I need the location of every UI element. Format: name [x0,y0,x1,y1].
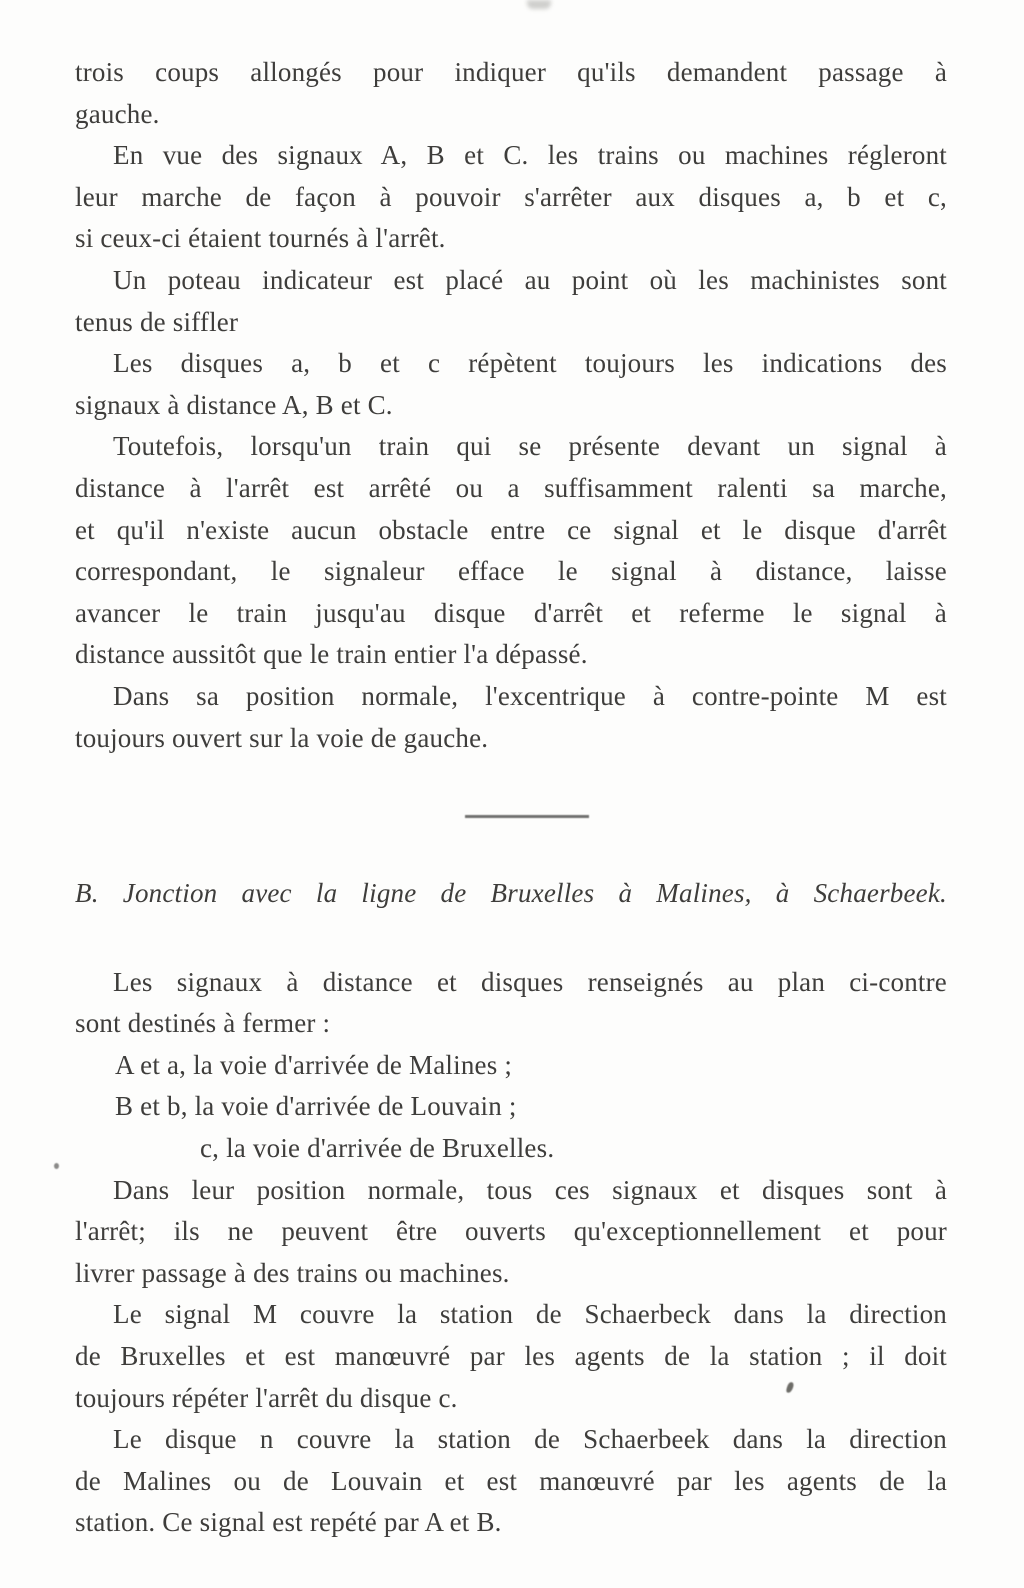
list-item-line: c, la voie d'arrivée de Bruxelles. [200,1133,555,1164]
paragraph [75,676,947,759]
scan-speck-left-icon [54,1163,59,1169]
text-line: distance à l'arrêt est arrêté ou a suffisamment ralenti sa marche, [75,472,947,503]
text-line: gauche. [75,98,160,129]
paragraph [75,52,947,135]
paragraph [75,962,947,1045]
text-line: leur marche de façon à pouvoir s'arrêter aux disques a, b et c, [75,181,947,212]
text-line: signaux à distance A, B et C. [75,389,393,420]
paragraph [75,1294,947,1419]
text-line: Dans leur position normale, tous ces signaux et disques sont à [113,1174,947,1205]
text-line: En vue des signaux A, B et C. les trains ou machines régleront [113,140,947,171]
text-line: sont destinés à fermer : [75,1008,331,1039]
text-column [75,52,947,1544]
text-line: l'arrêt; ils ne peuvent être ouverts qu'exceptionnellement et pour [75,1216,947,1247]
text-line: et qu'il n'existe aucun obstacle entre ce signal et le disque d'arrêt [75,514,947,545]
divider-rule [465,815,589,818]
text-line: si ceux-ci étaient tournés à l'arrêt. [75,223,446,254]
paragraph [75,426,947,676]
text-line: Toutefois, lorsqu'un train qui se présente devant un signal à [113,431,947,462]
text-line: de Malines ou de Louvain et est manœuvré par les agents de la [75,1465,947,1496]
section-divider [75,815,947,818]
list-item-line: B et b, la voie d'arrivée de Louvain ; [115,1091,517,1122]
text-line: Les disques a, b et c répètent toujours les indications des [113,348,947,379]
text-line: toujours répéter l'arrêt du disque c. [75,1382,458,1413]
text-line: Les signaux à distance et disques renseignés au plan ci-contre [113,966,947,997]
text-line: Le signal M couvre la station de Schaerbeck dans la direction [113,1299,947,1330]
paragraph [75,260,947,343]
paragraph [75,343,947,426]
text-line: trois coups allongés pour indiquer qu'ils demandent passage à [75,57,947,87]
list-item-line: A et a, la voie d'arrivée de Malines ; [115,1049,513,1080]
text-line: correspondant, le signaleur efface le signal à distance, laisse [75,556,947,587]
text-line: livrer passage à des trains ou machines. [75,1257,510,1288]
text-line: station. Ce signal est repété par A et B. [75,1507,502,1538]
section-heading: B. Jonction avec la ligne de Bruxelles à Malines, à Schaerbeek. [75,878,947,909]
text-line: Le disque n couvre la station de Schaerbeek dans la direction [113,1424,947,1455]
paragraph [75,135,947,260]
text-line: Dans sa position normale, l'excentrique à contre-pointe M est [113,680,947,711]
text-line: avancer le train jusqu'au disque d'arrêt et referme le signal à [75,597,947,628]
text-line: tenus de siffler [75,306,239,337]
text-line: Un poteau indicateur est placé au point où les machinistes sont [113,264,947,295]
paragraph [75,1419,947,1544]
text-line: distance aussitôt que le train entier l'a dépassé. [75,639,588,670]
scan-smudge-top-icon [527,0,551,9]
text-line: de Bruxelles et est manœuvré par les agents de la station ; il doit [75,1341,947,1372]
text-line: toujours ouvert sur la voie de gauche. [75,722,489,753]
spacer [75,915,947,962]
paragraph [75,1170,947,1295]
